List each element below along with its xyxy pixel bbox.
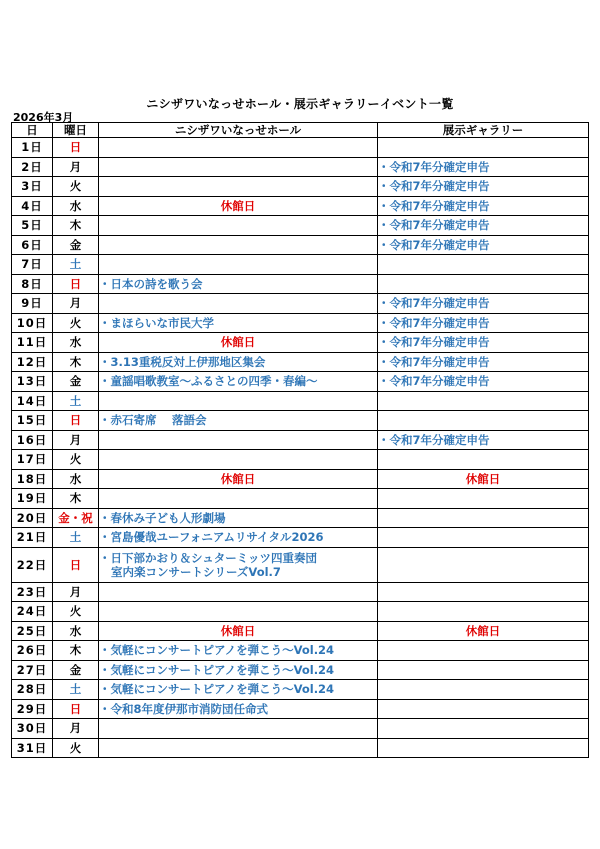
hall-event-cell <box>99 719 378 739</box>
hall-event-cell: ・気軽にコンサートピアノを弾こう～Vol.24 <box>99 660 378 680</box>
hall-event-cell <box>99 602 378 622</box>
gallery-event-cell <box>378 274 589 294</box>
day-cell: 25日 <box>12 621 53 641</box>
gallery-event-cell: ・令和7年分確定申告 <box>378 177 589 197</box>
hall-event-cell: ・気軽にコンサートピアノを弾こう～Vol.24 <box>99 680 378 700</box>
table-row <box>12 196 589 216</box>
day-cell: 13日 <box>12 372 53 392</box>
gallery-event-cell <box>378 138 589 158</box>
table-row <box>12 621 589 641</box>
table-row <box>12 641 589 661</box>
hall-event-cell: ・春休み子ども人形劇場 <box>99 508 378 528</box>
gallery-event-cell <box>378 699 589 719</box>
day-cell: 29日 <box>12 699 53 719</box>
day-cell: 27日 <box>12 660 53 680</box>
weekday-cell: 火 <box>53 313 99 333</box>
hall-closed-cell: 休館日 <box>99 333 378 353</box>
gallery-event-cell <box>378 641 589 661</box>
gallery-event-cell <box>378 582 589 602</box>
hall-event-cell: ・童謡唱歌教室～ふるさとの四季・春編～ <box>99 372 378 392</box>
table-row <box>12 547 589 582</box>
hall-event-cell <box>99 582 378 602</box>
hall-event-cell: ・3.13重税反対上伊那地区集会 <box>99 352 378 372</box>
weekday-cell: 日 <box>53 411 99 431</box>
table-row <box>12 508 589 528</box>
day-cell: 15日 <box>12 411 53 431</box>
table-header-row <box>12 123 589 138</box>
table-row <box>12 216 589 236</box>
weekday-cell: 木 <box>53 489 99 509</box>
header-hall: ニシザワいなっせホール <box>99 123 378 138</box>
table-row <box>12 138 589 158</box>
day-cell: 11日 <box>12 333 53 353</box>
table-row <box>12 157 589 177</box>
weekday-cell: 水 <box>53 469 99 489</box>
table-row <box>12 450 589 470</box>
hall-event-cell: ・令和8年度伊那市消防団任命式 <box>99 699 378 719</box>
gallery-event-cell: ・令和7年分確定申告 <box>378 333 589 353</box>
table-row <box>12 680 589 700</box>
table-row <box>12 177 589 197</box>
day-cell: 17日 <box>12 450 53 470</box>
hall-event-cell <box>99 138 378 158</box>
gallery-event-cell <box>378 391 589 411</box>
hall-event-line: ・日下部かおり＆シュターミッツ四重奏団 <box>99 550 318 565</box>
hall-event-cell <box>99 255 378 275</box>
event-calendar-table <box>11 122 589 758</box>
weekday-cell: 日 <box>53 699 99 719</box>
hall-event-cell <box>99 738 378 758</box>
weekday-cell: 水 <box>53 621 99 641</box>
weekday-cell: 土 <box>53 255 99 275</box>
gallery-event-cell <box>378 719 589 739</box>
table-row <box>12 274 589 294</box>
weekday-cell: 土 <box>53 391 99 411</box>
hall-event-cell: ・気軽にコンサートピアノを弾こう～Vol.24 <box>99 641 378 661</box>
day-cell: 21日 <box>12 528 53 548</box>
table-row <box>12 255 589 275</box>
table-row <box>12 469 589 489</box>
weekday-cell: 木 <box>53 352 99 372</box>
day-cell: 31日 <box>12 738 53 758</box>
day-cell: 7日 <box>12 255 53 275</box>
table-row <box>12 313 589 333</box>
hall-event-cell: ・まほらいな市民大学 <box>99 313 378 333</box>
weekday-cell: 火 <box>53 450 99 470</box>
day-cell: 18日 <box>12 469 53 489</box>
day-cell: 3日 <box>12 177 53 197</box>
page-title: ニシザワいなっせホール・展示ギャラリーイベント一覧 <box>146 97 454 111</box>
gallery-event-cell: ・令和7年分確定申告 <box>378 294 589 314</box>
weekday-cell: 木 <box>53 216 99 236</box>
hall-event-cell: ・赤石寄席 落語会 <box>99 411 378 431</box>
weekday-cell: 木 <box>53 641 99 661</box>
weekday-cell: 火 <box>53 738 99 758</box>
hall-event-cell: ・日本の詩を歌う会 <box>99 274 378 294</box>
hall-event-cell <box>99 235 378 255</box>
table-row <box>12 489 589 509</box>
gallery-event-cell: ・令和7年分確定申告 <box>378 313 589 333</box>
calendar-body <box>12 138 589 758</box>
hall-event-cell <box>99 157 378 177</box>
day-cell: 6日 <box>12 235 53 255</box>
day-cell: 5日 <box>12 216 53 236</box>
day-cell: 20日 <box>12 508 53 528</box>
day-cell: 19日 <box>12 489 53 509</box>
day-cell: 9日 <box>12 294 53 314</box>
hall-event-cell <box>99 430 378 450</box>
weekday-cell: 金 <box>53 235 99 255</box>
day-cell: 8日 <box>12 274 53 294</box>
table-row <box>12 352 589 372</box>
day-cell: 23日 <box>12 582 53 602</box>
hall-closed-cell: 休館日 <box>99 196 378 216</box>
table-row <box>12 528 589 548</box>
weekday-cell: 火 <box>53 602 99 622</box>
hall-event-cell <box>99 294 378 314</box>
weekday-cell: 月 <box>53 430 99 450</box>
hall-event-cell <box>99 489 378 509</box>
gallery-event-cell: ・令和7年分確定申告 <box>378 430 589 450</box>
hall-event-cell <box>99 547 378 582</box>
header-day: 日 <box>12 123 53 138</box>
gallery-event-cell: ・令和7年分確定申告 <box>378 216 589 236</box>
gallery-event-cell <box>378 508 589 528</box>
gallery-event-cell <box>378 255 589 275</box>
header-weekday: 曜日 <box>53 123 99 138</box>
table-row <box>12 391 589 411</box>
gallery-event-cell: ・令和7年分確定申告 <box>378 157 589 177</box>
table-row <box>12 660 589 680</box>
gallery-event-cell <box>378 738 589 758</box>
weekday-cell: 月 <box>53 294 99 314</box>
weekday-cell: 土 <box>53 528 99 548</box>
table-row <box>12 738 589 758</box>
day-cell: 24日 <box>12 602 53 622</box>
gallery-event-cell <box>378 680 589 700</box>
hall-event-cell: ・宮島優哉ユーフォニアムリサイタル2026 <box>99 528 378 548</box>
weekday-cell: 月 <box>53 157 99 177</box>
weekday-cell: 水 <box>53 333 99 353</box>
day-cell: 30日 <box>12 719 53 739</box>
table-row <box>12 430 589 450</box>
hall-event-cell <box>99 450 378 470</box>
day-cell: 22日 <box>12 547 53 582</box>
day-cell: 16日 <box>12 430 53 450</box>
hall-closed-cell: 休館日 <box>99 621 378 641</box>
day-cell: 10日 <box>12 313 53 333</box>
weekday-cell: 日 <box>53 547 99 582</box>
weekday-cell: 金・祝 <box>53 508 99 528</box>
weekday-cell: 水 <box>53 196 99 216</box>
table-row <box>12 411 589 431</box>
day-cell: 12日 <box>12 352 53 372</box>
weekday-cell: 日 <box>53 274 99 294</box>
weekday-cell: 月 <box>53 719 99 739</box>
gallery-event-cell <box>378 411 589 431</box>
hall-event-cell <box>99 391 378 411</box>
day-cell: 26日 <box>12 641 53 661</box>
weekday-cell: 火 <box>53 177 99 197</box>
hall-event-cell <box>99 216 378 236</box>
table-row <box>12 719 589 739</box>
header-gallery: 展示ギャラリー <box>378 123 589 138</box>
hall-event-cell <box>99 177 378 197</box>
weekday-cell: 土 <box>53 680 99 700</box>
table-row <box>12 602 589 622</box>
gallery-event-cell: ・令和7年分確定申告 <box>378 235 589 255</box>
day-cell: 14日 <box>12 391 53 411</box>
gallery-event-cell <box>378 528 589 548</box>
gallery-closed-cell: 休館日 <box>378 469 589 489</box>
weekday-cell: 金 <box>53 372 99 392</box>
weekday-cell: 金 <box>53 660 99 680</box>
table-row <box>12 582 589 602</box>
gallery-event-cell <box>378 450 589 470</box>
hall-closed-cell: 休館日 <box>99 469 378 489</box>
hall-event-line: 室内楽コンサートシリーズVol.7 <box>111 564 281 579</box>
day-cell: 2日 <box>12 157 53 177</box>
gallery-event-cell <box>378 660 589 680</box>
gallery-closed-cell: 休館日 <box>378 621 589 641</box>
gallery-event-cell: ・令和7年分確定申告 <box>378 352 589 372</box>
table-row <box>12 372 589 392</box>
month-label: 2026年3月 <box>13 111 74 124</box>
table-row <box>12 294 589 314</box>
weekday-cell: 日 <box>53 138 99 158</box>
table-row <box>12 333 589 353</box>
gallery-event-cell <box>378 489 589 509</box>
gallery-event-cell: ・令和7年分確定申告 <box>378 196 589 216</box>
weekday-cell: 月 <box>53 582 99 602</box>
table-row <box>12 235 589 255</box>
table-row <box>12 699 589 719</box>
gallery-event-cell <box>378 602 589 622</box>
day-cell: 28日 <box>12 680 53 700</box>
gallery-event-cell: ・令和7年分確定申告 <box>378 372 589 392</box>
day-cell: 1日 <box>12 138 53 158</box>
day-cell: 4日 <box>12 196 53 216</box>
gallery-event-cell <box>378 547 589 582</box>
